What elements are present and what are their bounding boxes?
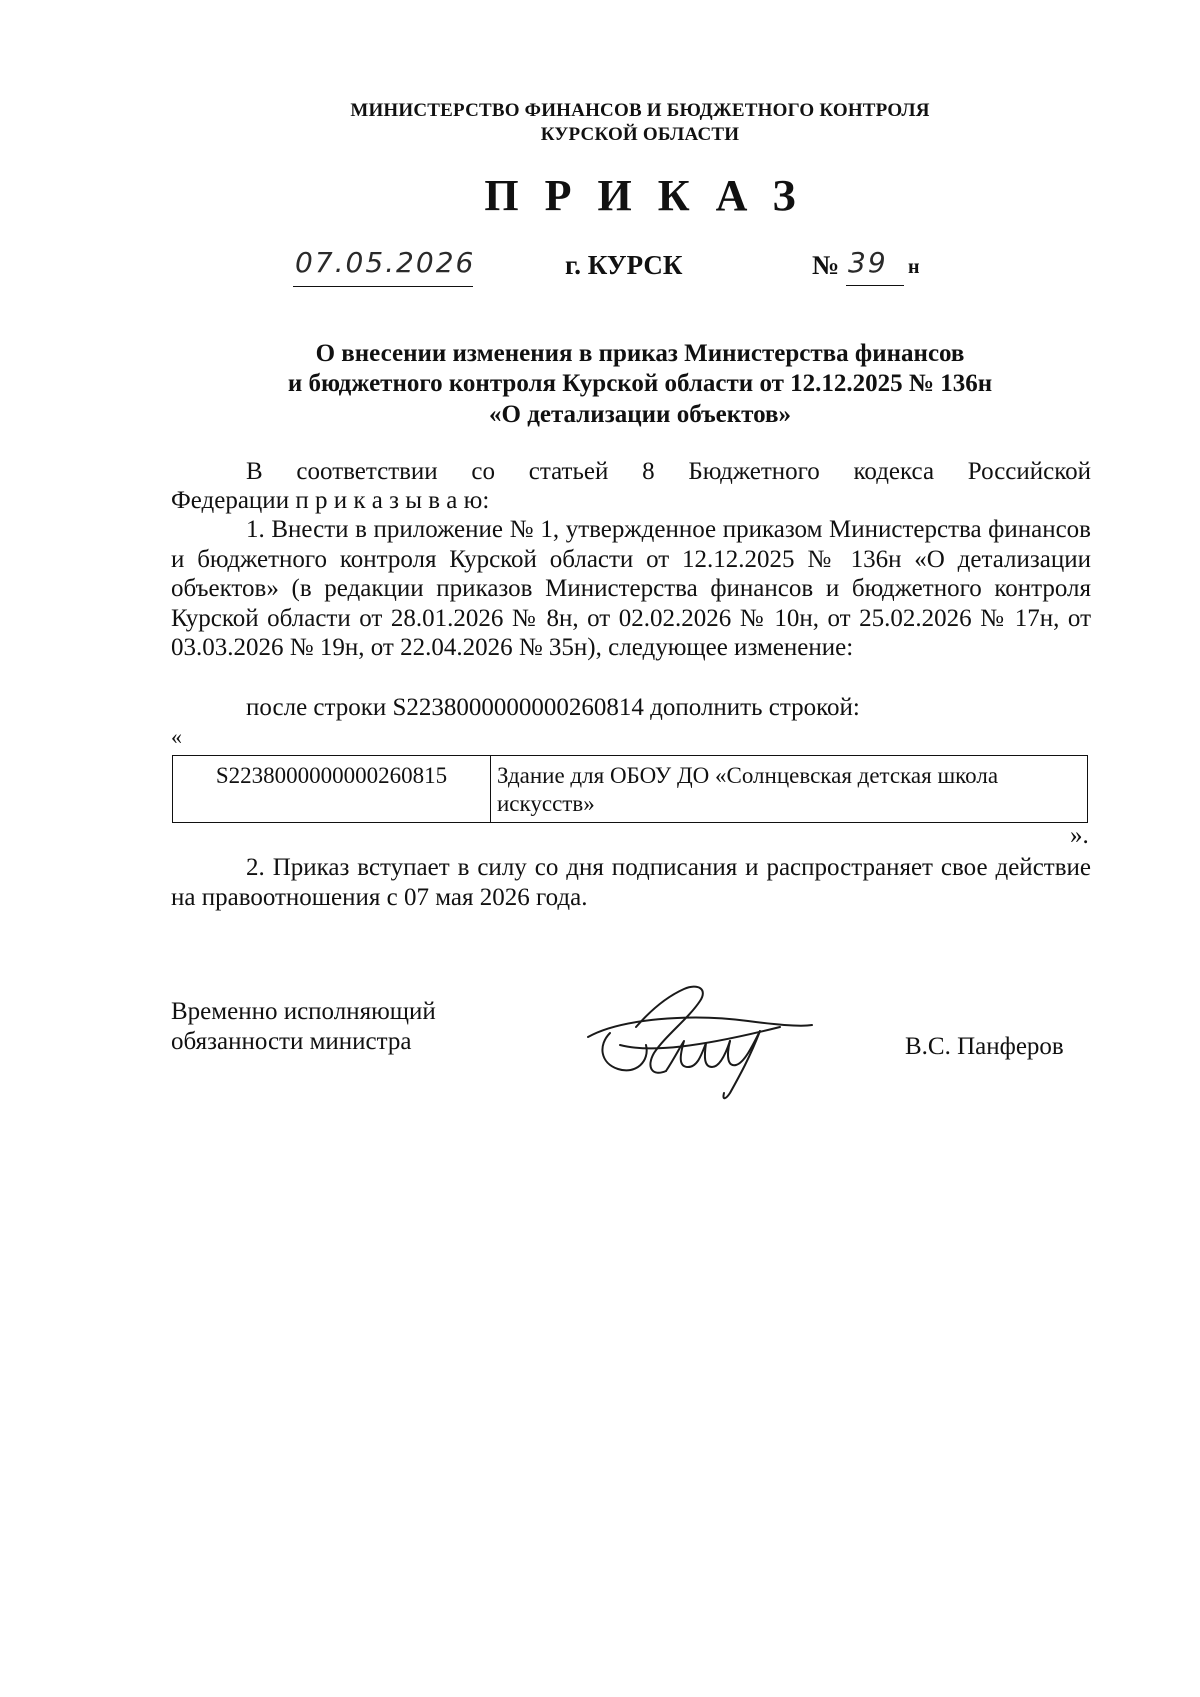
order-date-field: [293, 246, 476, 287]
city-label: г. КУРСК: [565, 250, 683, 280]
order-title-line-2: и бюджетного контроля Курской области от 12.12.2025 № 136н: [287, 370, 993, 397]
signer-name: В.С. Панферов: [905, 1033, 1064, 1060]
order-number-handwritten: 39: [848, 246, 888, 279]
number-sign: №: [812, 250, 840, 280]
order-item-2: 2. Приказ вступает в силу со дня подписания и распространяет свое действие на правоотношения с 07 мая 2026 года.: [171, 854, 1091, 911]
order-item-1: 1. Внести в приложение № 1, утвержденное приказом Министерства финансов и бюджетного контроля Курской области от 12.12.2025 № 136н «О детализации объектов» (в редакции приказов Министерства финансов и бюджетного контроля Курской области от 28.01.2026 № 8н, от 02.02.2026 № 10н, от 25.02.2026 № 17н, от 03.03.2026 № 19н, от 22.04.2026 № 35н), следующее изменение:: [171, 516, 1091, 661]
order-title-line-3: «О детализации объектов»: [489, 401, 791, 428]
preamble-line-1: В соответствии со статьей 8 Бюджетного кодекса Российской: [246, 458, 1091, 485]
signer-position-line-1: Временно исполняющий: [171, 998, 436, 1025]
ministry-name-line-2: КУРСКОЙ ОБЛАСТИ: [540, 124, 740, 145]
quote-close-mark: ».: [1070, 822, 1089, 849]
preamble-line-2: Федерации п р и к а з ы в а ю:: [171, 487, 490, 514]
signer-position-line-2: обязанности министра: [171, 1028, 412, 1055]
order-date-handwritten: 07.05.2026: [295, 246, 476, 279]
order-title-line-1: О внесении изменения в приказ Министерства финансов: [315, 340, 965, 367]
ministry-name-line-1: МИНИСТЕРСТВО ФИНАНСОВ И БЮДЖЕТНОГО КОНТРОЛЯ: [350, 100, 930, 121]
handwritten-signature: [580, 975, 820, 1105]
object-code-cell: S2238000000000260815: [173, 756, 491, 823]
order-number-suffix: н: [908, 256, 920, 278]
number-underline: [846, 285, 904, 286]
amendment-table: [172, 755, 1088, 823]
table-row: [173, 756, 1088, 823]
insertion-instruction: после строки S2238000000000260814 дополнить строкой:: [246, 694, 860, 721]
quote-open-mark: «: [171, 724, 182, 749]
object-name-cell: Здание для ОБОУ ДО «Солнцевская детская школа искусств»: [491, 756, 1088, 823]
document-type-heading: ПРИКАЗ: [484, 171, 822, 220]
